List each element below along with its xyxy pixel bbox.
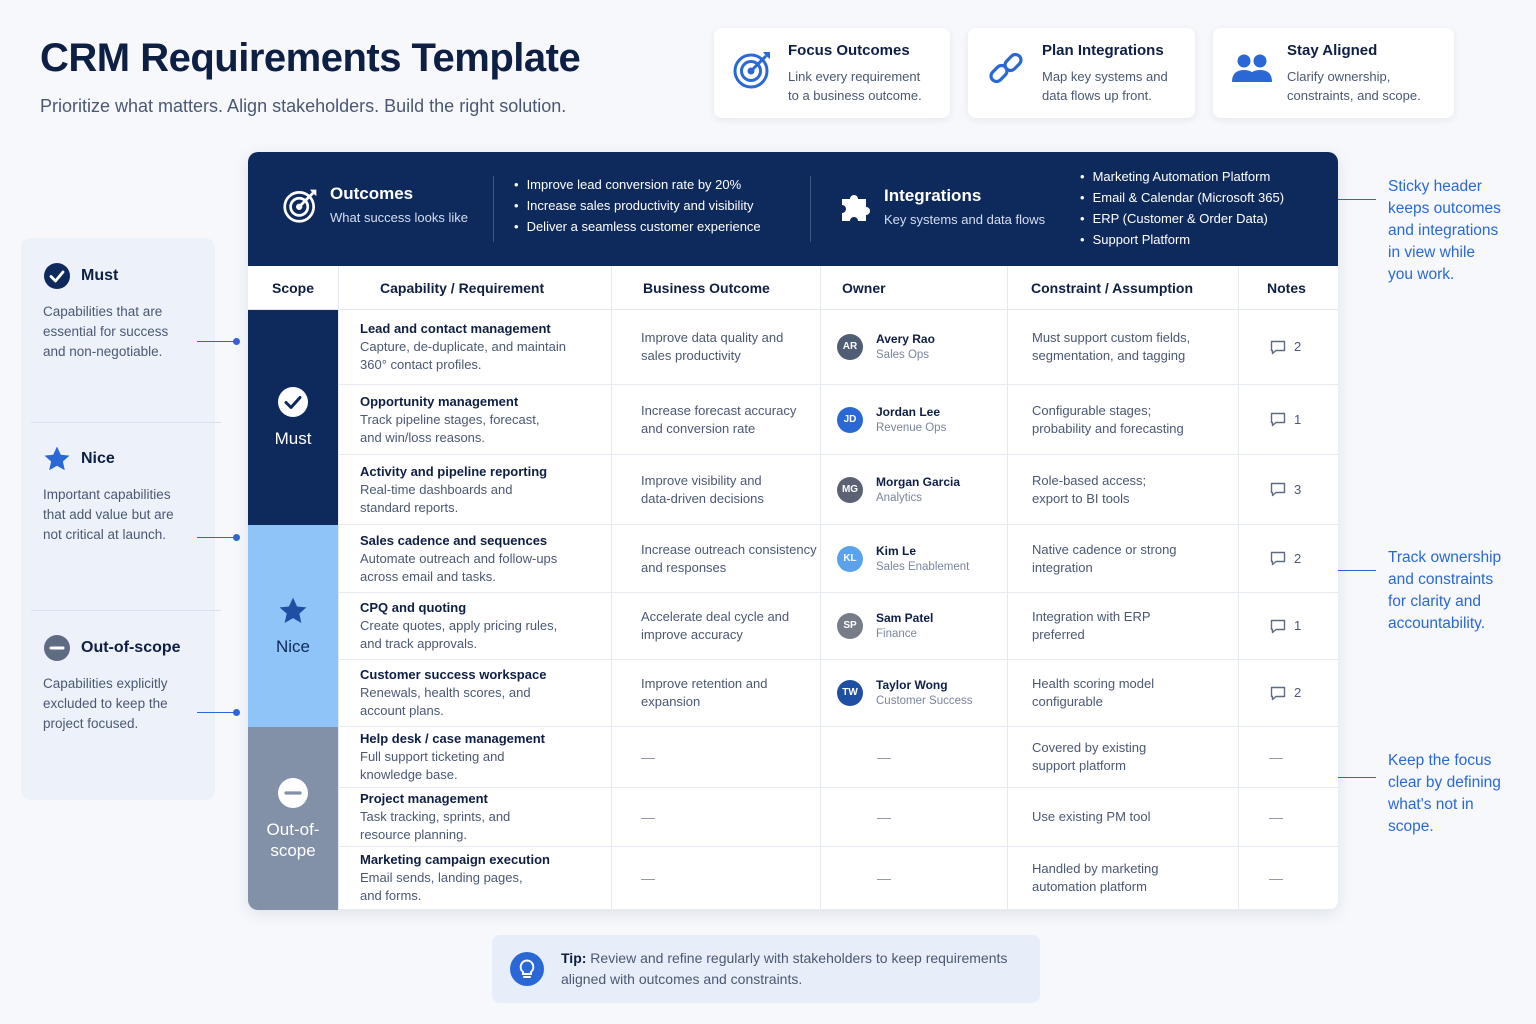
outcome-line: Improve data quality and [641, 330, 784, 345]
integrations-list [1080, 166, 1284, 250]
outcome-line: Improve visibility and [641, 472, 762, 488]
capability-cell [360, 660, 610, 726]
column-header-constraint[interactable]: Constraint / Assumption [1031, 280, 1194, 296]
notes-empty: — [1269, 809, 1283, 825]
comment-icon [1270, 482, 1286, 497]
outcome-line: expansion [641, 694, 701, 709]
owner-name: Morgan Garcia [876, 474, 961, 489]
constraint-line: Must support custom fields, [1032, 330, 1191, 345]
star-icon [278, 596, 308, 626]
owner-name: Kim Le [876, 543, 917, 558]
capability-desc-line: account plans. [360, 703, 444, 718]
outcome-line: Increase forecast accuracy [641, 402, 797, 418]
constraint-cell [1032, 660, 1242, 726]
owner-cell [877, 788, 1037, 846]
capability-cell [360, 593, 610, 659]
group-label: Nice [275, 636, 310, 656]
avatar: SP [837, 613, 863, 639]
constraint-line: integration [1032, 559, 1093, 575]
capability-cell [360, 455, 610, 524]
owner-role: Analytics [876, 491, 923, 504]
capability-desc-line: Email sends, landing pages, [360, 870, 523, 885]
outcomes-list [514, 174, 761, 237]
constraint-cell [1032, 788, 1242, 846]
minus-circle-icon [277, 777, 309, 809]
capability-title: Opportunity management [360, 393, 519, 409]
avatar: TW [837, 680, 863, 706]
capability-title: Activity and pipeline reporting [360, 463, 548, 479]
capability-desc-line: 360° contact profiles. [360, 357, 482, 372]
outcome-cell [641, 455, 821, 524]
notes-empty: — [1269, 749, 1283, 765]
constraint-line: probability and forecasting [1032, 420, 1184, 436]
table-row[interactable] [338, 847, 1338, 910]
capability-desc-line: standard reports. [360, 499, 459, 515]
capability-title: Customer success workspace [360, 667, 547, 682]
owner-empty: — [877, 870, 891, 886]
owner-cell[interactable] [837, 525, 1007, 592]
outcome-cell [641, 660, 821, 726]
notes-cell[interactable] [1270, 385, 1330, 454]
header-divider [493, 176, 494, 242]
table-row[interactable] [338, 788, 1338, 847]
outcome-line: and responses [641, 559, 727, 575]
owner-role: Sales Ops [876, 349, 930, 361]
owner-name: Avery Rao [876, 332, 935, 346]
outcome-line: Improve retention and [641, 676, 768, 691]
table-row[interactable] [338, 385, 1338, 455]
capability-title: CPQ and quoting [360, 600, 467, 615]
integrations-title: Integrations [884, 186, 982, 205]
feature-desc-line: constraints, and scope. [1287, 88, 1421, 103]
notes-cell[interactable] [1270, 525, 1330, 592]
constraint-line: Covered by existing [1032, 740, 1147, 755]
table-row[interactable] [338, 310, 1338, 385]
owner-role: Customer Success [876, 695, 973, 707]
column-header-owner[interactable]: Owner [842, 280, 886, 296]
notes-cell[interactable] [1270, 660, 1330, 726]
column-header-notes[interactable]: Notes [1267, 280, 1306, 296]
capability-desc-line: resource planning. [360, 827, 467, 842]
outcome-line: and conversion rate [641, 420, 756, 436]
outcome-line: Accelerate deal cycle and [641, 609, 790, 624]
capability-desc-line: across email and tasks. [360, 568, 496, 584]
constraint-line: Health scoring model [1032, 676, 1155, 691]
integrations-block [838, 186, 1045, 227]
owner-name: Sam Patel [876, 611, 934, 625]
comment-icon [1270, 619, 1286, 634]
puzzle-icon [838, 189, 874, 225]
constraint-cell [1032, 727, 1242, 787]
tip-text [561, 948, 1007, 990]
table-row[interactable] [338, 593, 1338, 660]
constraint-line: Handled by marketing [1032, 861, 1159, 876]
feature-desc-line: Link every requirement [788, 69, 921, 84]
capability-desc-line: Track pipeline stages, forecast, [360, 411, 540, 427]
tip-line: aligned with outcomes and constraints. [561, 971, 803, 987]
tip-line: Review and refine regularly with stakeholders to keep requirements [590, 950, 1008, 966]
table-row[interactable] [338, 525, 1338, 593]
outcome-cell [641, 310, 821, 384]
notes-cell[interactable] [1270, 310, 1330, 384]
avatar: KL [837, 546, 863, 572]
capability-desc-line: knowledge base. [360, 767, 458, 782]
side-note-sticky-header: Sticky header keeps outcomes and integrations in view while you work. [1388, 178, 1501, 283]
capability-desc-line: Create quotes, apply pricing rules, [360, 618, 558, 633]
capability-cell [360, 727, 610, 787]
legend-desc-line: Capabilities explicitly [43, 676, 168, 691]
outcome-cell [641, 727, 821, 787]
owner-cell[interactable] [837, 310, 1007, 384]
integration-item: • ERP (Customer & Order Data) [1080, 208, 1284, 229]
constraint-line: Native cadence or strong [1032, 541, 1177, 557]
feature-title: Plan Integrations [1042, 42, 1164, 59]
legend-nice [43, 445, 203, 545]
side-note-ownership: Track ownership and constraints for clarity and accountability. [1388, 549, 1502, 632]
legend-desc-line: Important capabilities [43, 487, 171, 502]
outcomes-subtitle: What success looks like [330, 210, 468, 225]
owner-cell[interactable] [837, 455, 1007, 524]
legend-desc-line: and non-negotiable. [43, 344, 163, 359]
outcomes-block [282, 184, 468, 225]
feature-title: Stay Aligned [1287, 42, 1378, 59]
comment-icon [1270, 412, 1286, 427]
avatar: MG [837, 477, 863, 503]
outcome-line: improve accuracy [641, 627, 743, 642]
constraint-line: automation platform [1032, 879, 1147, 894]
minus-circle-icon [43, 634, 71, 662]
legend-desc-line: that add value but are [43, 507, 174, 522]
notes-cell[interactable] [1270, 593, 1330, 659]
column-header-outcome[interactable]: Business Outcome [643, 280, 770, 296]
notes-count: 3 [1294, 481, 1302, 497]
priority-legend [21, 238, 215, 800]
outcome-line: data-driven decisions [641, 490, 764, 506]
comment-icon [1270, 551, 1286, 566]
avatar: JD [837, 407, 863, 433]
feature-desc-line: data flows up front. [1042, 88, 1152, 103]
check-circle-icon [277, 386, 309, 418]
group-label: Out-of- scope [266, 819, 320, 860]
legend-must [43, 262, 203, 362]
capability-cell [360, 310, 610, 384]
constraint-line: support platform [1032, 758, 1126, 773]
sticky-header [248, 152, 1338, 266]
notes-cell[interactable] [1270, 455, 1330, 524]
outcome-line: Increase outreach consistency [641, 541, 817, 557]
outcome-cell [641, 593, 821, 659]
legend-title: Nice [81, 450, 115, 467]
side-note-scope: Keep the focus clear by defining what's not in scope. [1388, 752, 1501, 835]
owner-cell[interactable] [837, 593, 1007, 659]
avatar: AR [837, 334, 863, 360]
notes-count: 1 [1294, 618, 1302, 633]
outcome-item: • Improve lead conversion rate by 20% [514, 174, 761, 195]
constraint-cell [1032, 385, 1242, 454]
feature-desc-line: Map key systems and [1042, 69, 1168, 84]
capability-desc-line: and forms. [360, 888, 422, 903]
capability-cell [360, 385, 610, 454]
capability-cell [360, 525, 610, 592]
constraint-cell [1032, 593, 1242, 659]
integration-item: • Marketing Automation Platform [1080, 166, 1284, 187]
constraint-line: segmentation, and tagging [1032, 348, 1186, 363]
notes-count: 2 [1294, 685, 1302, 700]
feature-desc-line: to a business outcome. [788, 88, 922, 103]
notes-cell [1269, 847, 1329, 909]
legend-desc-line: project focused. [43, 716, 139, 731]
notes-cell [1269, 727, 1329, 787]
table-row[interactable] [338, 455, 1338, 525]
notes-cell [1269, 788, 1329, 846]
outcome-cell [641, 788, 821, 846]
star-icon [43, 445, 71, 473]
capability-desc-line: and win/loss reasons. [360, 429, 486, 445]
integrations-subtitle: Key systems and data flows [884, 212, 1046, 227]
capability-title: Help desk / case management [360, 731, 545, 746]
outcome-line: — [641, 749, 655, 765]
feature-card-stay-aligned [1213, 28, 1454, 118]
requirements-table [248, 152, 1338, 910]
group-label: Must [274, 429, 312, 448]
legend-divider [31, 610, 221, 611]
legend-connector [197, 537, 237, 538]
outcome-line: sales productivity [641, 348, 741, 363]
notes-empty: — [1269, 870, 1283, 886]
capability-title: Lead and contact management [360, 321, 551, 336]
page-subtitle: Prioritize what matters. Align stakeholders. Build the right solution. [40, 96, 567, 116]
capability-cell [360, 788, 610, 846]
constraint-line: Role-based access; [1032, 472, 1147, 488]
capability-cell [360, 847, 610, 909]
legend-desc-line: excluded to keep the [43, 696, 168, 711]
legend-connector [197, 341, 237, 342]
constraint-cell [1032, 847, 1242, 909]
capability-desc-line: Task tracking, sprints, and [360, 809, 511, 824]
capability-title: Sales cadence and sequences [360, 532, 548, 548]
owner-cell[interactable] [837, 660, 1007, 726]
feature-desc-line: Clarify ownership, [1287, 69, 1391, 84]
outcomes-title: Outcomes [330, 184, 414, 203]
group-must [248, 310, 338, 525]
legend-divider [31, 422, 221, 423]
legend-title: Out-of-scope [81, 639, 181, 656]
capability-desc-line: and track approvals. [360, 636, 478, 651]
constraint-line: export to BI tools [1032, 490, 1130, 506]
notes-count: 2 [1294, 339, 1302, 354]
feature-card-plan-integrations [968, 28, 1195, 118]
constraint-line: Use existing PM tool [1032, 809, 1151, 824]
legend-desc-line: not critical at launch. [43, 527, 167, 542]
constraint-line: preferred [1032, 627, 1085, 642]
lightbulb-icon [510, 952, 544, 986]
users-icon [1231, 48, 1273, 90]
comment-icon [1270, 686, 1286, 701]
table-row[interactable] [338, 727, 1338, 788]
integration-item: • Email & Calendar (Microsoft 365) [1080, 187, 1284, 208]
group-out-of-scope [248, 727, 338, 910]
tip-callout [492, 935, 1040, 1003]
legend-title: Must [81, 267, 119, 284]
legend-desc-line: Capabilities that are [43, 304, 163, 319]
owner-role: Sales Enablement [876, 560, 970, 573]
legend-desc-line: essential for success [43, 324, 169, 339]
outcome-line: — [641, 870, 655, 886]
owner-name: Jordan Lee [876, 404, 941, 419]
owner-role: Revenue Ops [876, 421, 947, 434]
constraint-cell [1032, 455, 1242, 524]
capability-title: Marketing campaign execution [360, 852, 550, 867]
outcome-cell [641, 385, 821, 454]
link-icon [986, 48, 1028, 90]
notes-count: 2 [1294, 550, 1302, 566]
page-title: CRM Requirements Template [40, 36, 581, 80]
header-divider [810, 176, 811, 242]
capability-desc-line: Renewals, health scores, and [360, 685, 531, 700]
constraint-line: Integration with ERP [1032, 609, 1151, 624]
table-header-row [248, 266, 1338, 310]
owner-cell[interactable] [837, 385, 1007, 454]
owner-empty: — [877, 809, 891, 825]
outcome-cell [641, 847, 821, 909]
capability-desc-line: Automate outreach and follow-ups [360, 550, 558, 566]
capability-desc-line: Full support ticketing and [360, 749, 505, 764]
group-nice [248, 525, 338, 727]
owner-empty: — [877, 749, 891, 765]
notes-count: 1 [1294, 411, 1302, 427]
table-row[interactable] [338, 660, 1338, 727]
legend-out-of-scope [43, 634, 203, 734]
capability-desc-line: Real-time dashboards and [360, 481, 513, 497]
capability-title: Project management [360, 791, 488, 806]
owner-cell [877, 727, 1037, 787]
column-header-scope[interactable]: Scope [272, 280, 315, 296]
check-circle-icon [43, 262, 71, 290]
owner-role: Finance [876, 628, 917, 640]
constraint-cell [1032, 525, 1242, 592]
constraint-line: Configurable stages; [1032, 402, 1152, 418]
side-note-connector [1333, 570, 1376, 571]
outcome-item: • Increase sales productivity and visibility [514, 195, 761, 216]
target-icon [282, 186, 320, 224]
tip-label: Tip: [561, 950, 587, 966]
outcome-item: • Deliver a seamless customer experience [514, 216, 761, 237]
column-header-capability[interactable]: Capability / Requirement [380, 280, 545, 296]
feature-card-focus-outcomes [714, 28, 950, 118]
constraint-cell [1032, 310, 1242, 384]
owner-name: Taylor Wong [876, 678, 948, 692]
comment-icon [1270, 340, 1286, 355]
feature-title: Focus Outcomes [788, 42, 910, 59]
outcome-cell [641, 525, 821, 592]
integration-item: • Support Platform [1080, 229, 1284, 250]
owner-cell [877, 847, 1037, 909]
capability-desc-line: Capture, de-duplicate, and maintain [360, 339, 566, 354]
target-icon [732, 48, 774, 90]
constraint-line: configurable [1032, 694, 1103, 709]
legend-connector [197, 712, 237, 713]
outcome-line: — [641, 809, 655, 825]
